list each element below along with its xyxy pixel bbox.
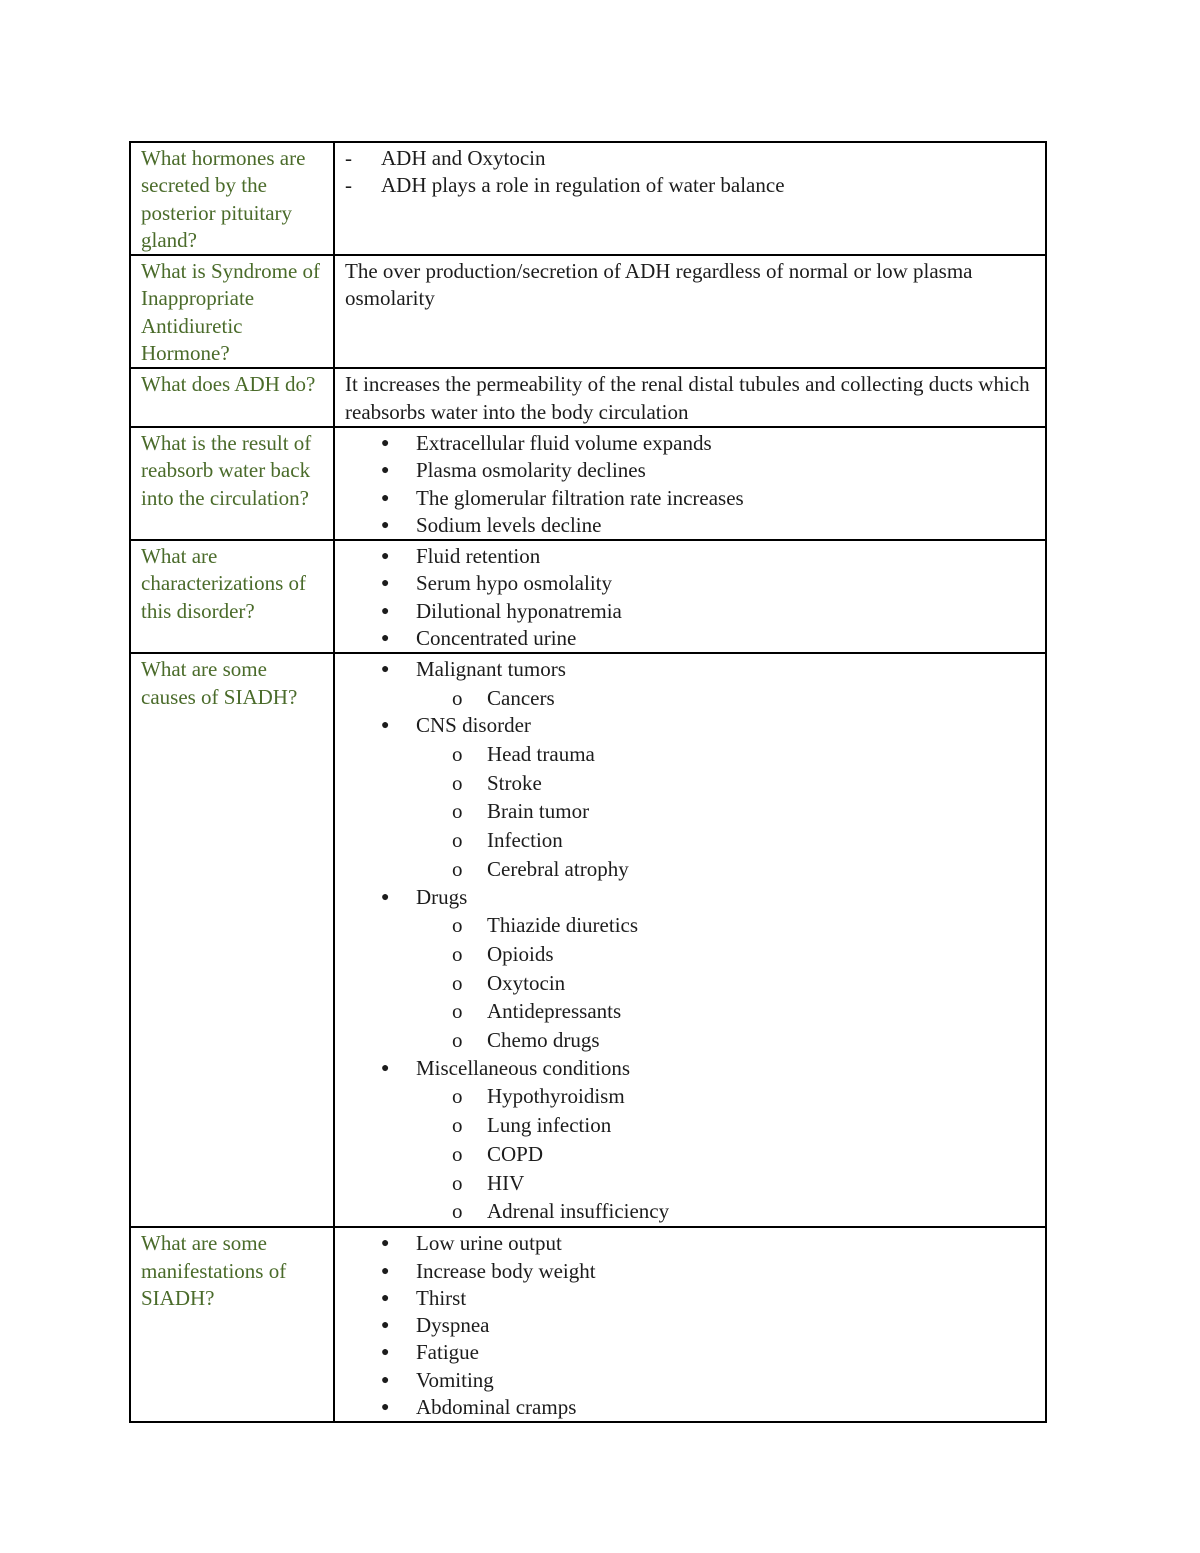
sub-item: o Cerebral atrophy [345, 855, 1035, 884]
list-item: ● Extracellular fluid volume expands [345, 430, 1035, 457]
list-item: - ADH and Oxytocin [345, 145, 1035, 172]
list-item: ● Plasma osmolarity declines [345, 457, 1035, 484]
sub-item: o Opioids [345, 940, 1035, 969]
list-item: ● Concentrated urine [345, 625, 1035, 652]
sub-item: o Stroke [345, 769, 1035, 798]
question-cell: What hormones are secreted by the posterior pituitary gland? [130, 142, 334, 255]
list-item: ● The glomerular filtration rate increases [345, 485, 1035, 512]
sub-list [345, 684, 1035, 713]
sub-list [345, 740, 1035, 884]
question-cell: What are some manifestations of SIADH? [130, 1227, 334, 1422]
list-item: ● Fluid retention [345, 543, 1035, 570]
question-cell: What is Syndrome of Inappropriate Antidiuretic Hormone? [130, 255, 334, 368]
sub-item: o Hypothyroidism [345, 1082, 1035, 1111]
question-cell: What are characterizations of this disorder? [130, 540, 334, 653]
table-row [130, 427, 1046, 540]
sub-item: o Chemo drugs [345, 1026, 1035, 1055]
group-label: CNS disorder [416, 713, 531, 738]
list-item: ● Sodium levels decline [345, 512, 1035, 539]
answer-cell [334, 653, 1046, 1227]
sub-list [345, 911, 1035, 1055]
bullet-list [345, 656, 1035, 1226]
list-item: - ADH plays a role in regulation of water balance [345, 172, 1035, 199]
answer-cell [334, 427, 1046, 540]
sub-item: o COPD [345, 1140, 1035, 1169]
table-row [130, 142, 1046, 255]
answer-cell [334, 1227, 1046, 1422]
sub-item: o Oxytocin [345, 969, 1035, 998]
bullet-list [345, 430, 1035, 539]
sub-item: o Adrenal insufficiency [345, 1197, 1035, 1226]
question-cell: What does ADH do? [130, 368, 334, 427]
list-item: ● Fatigue [345, 1339, 1035, 1366]
group-label: Miscellaneous conditions [416, 1056, 631, 1080]
table-row [130, 368, 1046, 427]
list-item: ● Low urine output [345, 1230, 1035, 1257]
answer-cell [334, 540, 1046, 653]
bullet-list [345, 543, 1035, 652]
sub-item: o Lung infection [345, 1111, 1035, 1140]
sub-item: o Cancers [345, 684, 1035, 713]
table-row [130, 255, 1046, 368]
sub-list [345, 1082, 1035, 1226]
list-item [345, 884, 1035, 1055]
question-cell: What is the result of reabsorb water back into the circulation? [130, 427, 334, 540]
list-item: ● Serum hypo osmolality [345, 570, 1035, 597]
list-item: ● Increase body weight [345, 1258, 1035, 1285]
table-row [130, 540, 1046, 653]
qa-table [129, 141, 1047, 1423]
sub-item: o Antidepressants [345, 997, 1035, 1026]
list-item: ● Dilutional hyponatremia [345, 598, 1035, 625]
sub-item: o Infection [345, 826, 1035, 855]
answer-cell [334, 142, 1046, 255]
group-label: Malignant tumors [416, 657, 566, 682]
answer-cell: The over production/secretion of ADH regardless of normal or low plasma osmolarity [334, 255, 1046, 368]
list-item: ● Thirst [345, 1285, 1035, 1312]
bullet-list [345, 1230, 1035, 1421]
table-row [130, 653, 1046, 1227]
list-item [345, 656, 1035, 712]
list-item [345, 1055, 1035, 1226]
group-label: Drugs [416, 884, 468, 909]
sub-item: o HIV [345, 1169, 1035, 1198]
sub-item: o Thiazide diuretics [345, 911, 1035, 940]
list-item [345, 712, 1035, 883]
sub-item: o Head trauma [345, 740, 1035, 769]
question-cell: What are some causes of SIADH? [130, 653, 334, 1227]
list-item: ● Dyspnea [345, 1312, 1035, 1339]
sub-item: o Brain tumor [345, 797, 1035, 826]
answer-cell: It increases the permeability of the renal distal tubules and collecting ducts which reabsorbs water into the body circulation [334, 368, 1046, 427]
table-row [130, 1227, 1046, 1422]
list-item: ● Abdominal cramps [345, 1394, 1035, 1421]
list-item: ● Vomiting [345, 1367, 1035, 1394]
dash-list [345, 145, 1035, 200]
